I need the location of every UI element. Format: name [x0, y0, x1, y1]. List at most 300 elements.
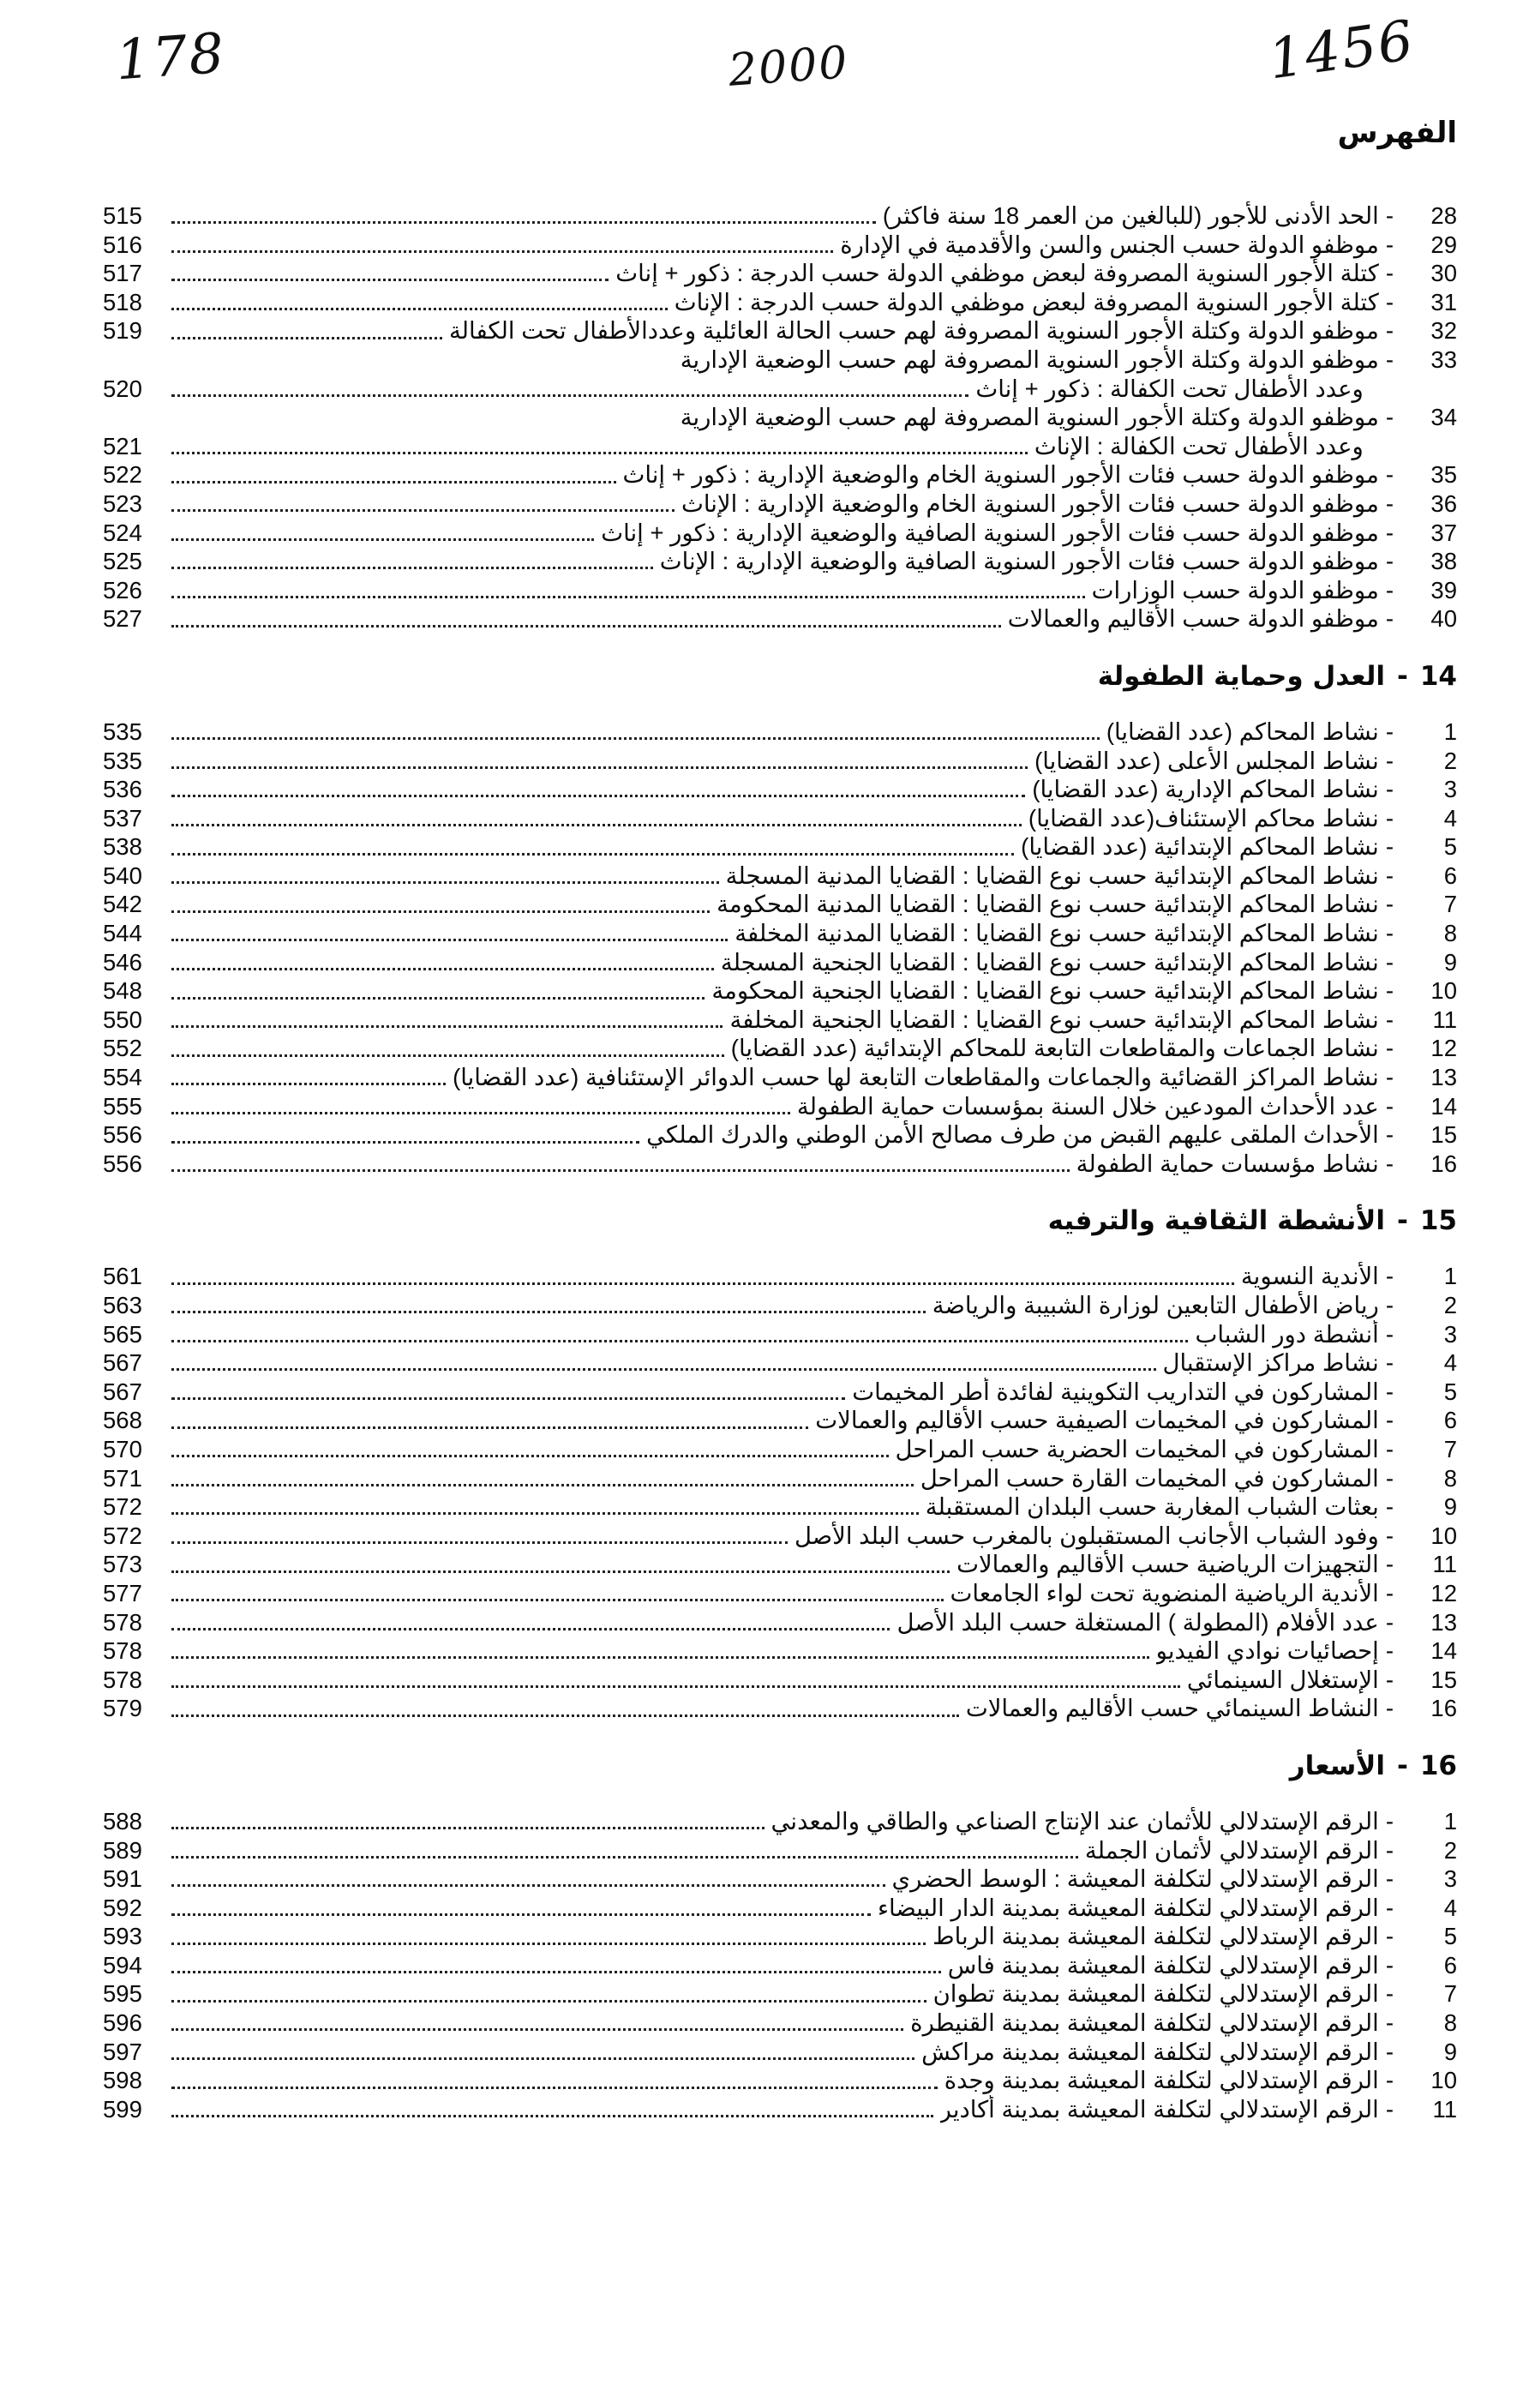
- entry-list: [103, 201, 1457, 634]
- entry-title: النشاط السينمائي حسب الأقاليم والعمالات: [965, 1695, 1379, 1722]
- entry-dash: -: [1385, 1865, 1394, 1893]
- entry-dash: -: [1385, 1064, 1394, 1091]
- leader-dots: [171, 2028, 903, 2031]
- page-number: 521: [103, 432, 142, 459]
- leader-dots: [171, 596, 1085, 598]
- leader-dots: [171, 997, 705, 1000]
- entry-dash: -: [1385, 231, 1394, 258]
- entry-dash: -: [1385, 461, 1394, 489]
- entry-number: 8: [1443, 2009, 1457, 2037]
- leader-dots: [171, 939, 728, 941]
- entry-title: نشاط المحاكم الإبتدائية حسب نوع القضايا : القضايا المدنية المسجلة: [725, 862, 1379, 889]
- entry-number: 4: [1443, 1349, 1457, 1377]
- entry-title: كتلة الأجور السنوية المصروفة لبعض موظفي الدولة حسب الدرجة : الإناث: [674, 288, 1379, 315]
- toc-entry[interactable]: [103, 976, 1457, 1006]
- section-title: العدل وحماية الطفولة: [1097, 660, 1385, 692]
- toc-entry[interactable]: [103, 316, 1457, 345]
- page-number: 552: [103, 1035, 142, 1062]
- entry-title: الرقم الإستدلالي للأثمان عند الإنتاج الصناعي والطاقي والمعدني: [770, 1807, 1379, 1835]
- page-number: 556: [103, 1121, 142, 1149]
- leader-dots: [171, 968, 714, 970]
- leader-dots: [171, 625, 1001, 628]
- toc-entry[interactable]: [103, 1807, 1457, 1836]
- section-header: [103, 1750, 1457, 1781]
- page-number: 594: [103, 1951, 142, 1979]
- page-number: 565: [103, 1320, 142, 1348]
- leader-dots: [171, 1484, 914, 1486]
- toc-entry[interactable]: [103, 2066, 1457, 2095]
- leader-dots: [171, 1827, 765, 1829]
- toc-entry[interactable]: [103, 1034, 1457, 1063]
- entry-number: 2: [1443, 1292, 1457, 1318]
- page-number: 535: [103, 718, 142, 745]
- leader-dots: [171, 1685, 1180, 1688]
- toc-entry[interactable]: [103, 1464, 1457, 1493]
- entry-number: 5: [1443, 1378, 1457, 1405]
- handwritten-note-right: 1456: [1264, 9, 1419, 93]
- entry-number: 16: [1430, 1695, 1457, 1722]
- entry-title: الرقم الإستدلالي لتكلفة المعيشة بمدينة أكادير: [939, 2095, 1379, 2123]
- leader-dots: [171, 279, 609, 281]
- section-number: 14: [1419, 660, 1457, 692]
- entry-list: [103, 718, 1457, 1179]
- page-number: 572: [103, 1522, 142, 1549]
- page-number: 570: [103, 1435, 142, 1462]
- page-number: 519: [103, 317, 142, 345]
- page-number: 588: [103, 1807, 142, 1835]
- entry-title: الرقم الإستدلالي لتكلفة المعيشة بمدينة تطوان: [932, 1980, 1379, 2008]
- leader-dots: [171, 1913, 871, 1916]
- toc-entry[interactable]: [103, 259, 1457, 288]
- leader-dots: [171, 1884, 885, 1887]
- toc-entry[interactable]: [103, 1922, 1457, 1951]
- entry-number: 7: [1443, 1980, 1457, 2008]
- handwritten-note-center: 2000: [727, 37, 851, 97]
- page-number: 537: [103, 804, 142, 832]
- page-number: 579: [103, 1695, 142, 1722]
- entry-title: الرقم الإستدلالي لتكلفة المعيشة بمدينة مراكش: [921, 2038, 1379, 2065]
- toc-entry[interactable]: [103, 832, 1457, 862]
- entry-number: 11: [1432, 2095, 1457, 2123]
- entry-number: 29: [1430, 231, 1457, 258]
- section-header: [103, 1205, 1457, 1236]
- entry-number: 4: [1443, 804, 1457, 832]
- handwritten-note-left: 178: [113, 21, 228, 93]
- entry-title: الرقم الإستدلالي لتكلفة المعيشة بمدينة الرباط: [932, 1923, 1379, 1950]
- toc-entry[interactable]: [103, 1951, 1457, 1980]
- page-number: 535: [103, 747, 142, 774]
- entry-dash: -: [1385, 1006, 1394, 1033]
- entry-number: 32: [1430, 317, 1457, 345]
- entry-title: التجهيزات الرياضية حسب الأقاليم والعمالات: [956, 1551, 1379, 1578]
- entry-dash: -: [1385, 605, 1394, 633]
- entry-dash: -: [1385, 317, 1394, 345]
- toc-entry[interactable]: [103, 804, 1457, 833]
- page-number: 524: [103, 519, 142, 546]
- leader-dots: [171, 308, 668, 310]
- leader-dots: [171, 2057, 914, 2060]
- entry-title: نشاط المحاكم (عدد القضايا): [1106, 718, 1379, 745]
- toc-entry[interactable]: [103, 1579, 1457, 1608]
- entry-title: نشاط الجماعات والمقاطعات التابعة للمحاكم الإبتدائية (عدد القضايا): [730, 1035, 1379, 1062]
- entry-title: الأحداث الملقى عليهم القبض من طرف مصالح الأمن الوطني والدرك الملكي: [646, 1121, 1379, 1149]
- toc-entry[interactable]: [103, 231, 1457, 260]
- entry-title: نشاط المحاكم الإبتدائية حسب نوع القضايا : القضايا الجنحية المحكومة: [711, 977, 1379, 1005]
- entry-dash: -: [1385, 1923, 1394, 1950]
- entry-number: 3: [1443, 776, 1457, 803]
- section-title: الأنشطة الثقافية والترفيه: [1047, 1205, 1385, 1237]
- toc-entry[interactable]: [103, 775, 1457, 804]
- leader-dots: [171, 1083, 446, 1085]
- toc-entry[interactable]: [103, 718, 1457, 747]
- leader-dots: [171, 1599, 944, 1601]
- leader-dots: [171, 1455, 889, 1457]
- page-number: 563: [103, 1292, 142, 1318]
- toc-entry[interactable]: [103, 547, 1457, 576]
- entry-title: موظفو الدولة حسب فئات الأجور السنوية الصافية والوضعية الإدارية : ذكور + إناث: [601, 519, 1379, 546]
- page-number: 540: [103, 862, 142, 889]
- section-number: 15: [1419, 1205, 1457, 1237]
- entry-number: 36: [1430, 489, 1457, 517]
- leader-dots: [171, 1512, 919, 1515]
- leader-dots: [171, 538, 594, 541]
- leader-dots: [171, 1656, 1149, 1659]
- leader-dots: [171, 910, 710, 913]
- leader-dots: [171, 1368, 1156, 1371]
- entry-title: نشاط المحاكم الإبتدائية (عدد القضايا): [1021, 833, 1379, 861]
- page-number: 597: [103, 2038, 142, 2065]
- page-number: 527: [103, 605, 142, 633]
- entry-title: موظفو الدولة حسب الأقاليم والعمالات: [1007, 605, 1379, 633]
- entry-title: الأندية النسوية: [1240, 1263, 1379, 1290]
- entry-dash: -: [1385, 804, 1394, 832]
- entry-dash: -: [1385, 1092, 1394, 1120]
- entry-dash: -: [1385, 833, 1394, 861]
- page-number: 571: [103, 1464, 142, 1492]
- entry-number: 6: [1443, 862, 1457, 889]
- entry-title: بعثات الشباب المغاربة حسب البلدان المستقبلة: [925, 1493, 1379, 1521]
- leader-dots: [171, 1971, 941, 1973]
- leader-dots: [171, 1541, 788, 1544]
- page-number: 546: [103, 948, 142, 976]
- entry-number: 34: [1430, 404, 1457, 431]
- entry-dash: -: [1385, 345, 1394, 373]
- page-number: 578: [103, 1637, 142, 1665]
- entry-dash: -: [1385, 1836, 1394, 1864]
- leader-dots: [171, 824, 1022, 826]
- entry-dash: -: [1385, 1551, 1394, 1578]
- leader-dots: [171, 795, 1025, 797]
- leader-dots: [171, 337, 442, 339]
- leader-dots: [171, 509, 675, 512]
- section-14: [103, 661, 1457, 1179]
- toc-entry[interactable]: [103, 1406, 1457, 1435]
- entry-number: 5: [1443, 833, 1457, 861]
- toc-entry[interactable]: [103, 403, 1457, 432]
- entry-dash: -: [1385, 1378, 1394, 1405]
- toc-entry[interactable]: [103, 747, 1457, 776]
- section-number: 16: [1419, 1750, 1457, 1781]
- page-number: 522: [103, 461, 142, 489]
- toc-entry[interactable]: [103, 460, 1457, 489]
- leader-dots: [171, 1282, 1234, 1285]
- entry-dash: -: [1385, 1320, 1394, 1348]
- entry-number: 12: [1430, 1579, 1457, 1606]
- entry-title: الرقم الإستدلالي لتكلفة المعيشة بمدينة فاس: [947, 1951, 1379, 1979]
- page-number: 577: [103, 1579, 142, 1606]
- toc-entry[interactable]: [103, 948, 1457, 977]
- page-number: 548: [103, 977, 142, 1005]
- entry-dash: -: [1385, 1121, 1394, 1149]
- entry-number: 3: [1443, 1865, 1457, 1893]
- entry-dash: -: [1385, 202, 1394, 229]
- page-number: 568: [103, 1407, 142, 1434]
- toc-entry[interactable]: [103, 1694, 1457, 1723]
- leader-dots: [171, 1112, 790, 1114]
- page-number: 544: [103, 920, 142, 947]
- entry-dash: -: [1385, 2095, 1394, 2123]
- page-number: 515: [103, 202, 142, 229]
- page-number: 518: [103, 288, 142, 315]
- page-number: 572: [103, 1493, 142, 1521]
- entry-title: موظفو الدولة وكتلة الأجور السنوية المصروفة لهم حسب الحالة العائلية وعددالأطفال تحت الكفالة: [448, 317, 1379, 345]
- page-number: 561: [103, 1263, 142, 1290]
- entry-dash: -: [1385, 1807, 1394, 1835]
- leader-dots: [171, 881, 719, 884]
- entry-title: نشاط مراكز الإستقبال: [1162, 1349, 1379, 1377]
- entry-list: [103, 1262, 1457, 1723]
- entry-dash: -: [1385, 747, 1394, 774]
- toc-entry[interactable]: [103, 1006, 1457, 1035]
- toc-entry[interactable]: [103, 1348, 1457, 1378]
- section-15: [103, 1205, 1457, 1723]
- toc-entry[interactable]: [103, 919, 1457, 948]
- toc-entry[interactable]: [103, 1435, 1457, 1464]
- page-number: 599: [103, 2095, 142, 2123]
- leader-dots: [171, 1426, 808, 1429]
- entry-number: 11: [1432, 1006, 1457, 1033]
- entry-title: نشاط المراكز القضائية والجماعات والمقاطعات التابعة لها حسب الدوائر الإستئنافية (عدد القضايا): [453, 1064, 1379, 1091]
- leader-dots: [171, 1856, 1078, 1859]
- entry-title: أنشطة دور الشباب: [1195, 1320, 1379, 1348]
- leader-dots: [171, 1141, 639, 1144]
- entry-number: 30: [1430, 260, 1457, 287]
- leader-dots: [171, 481, 616, 483]
- page-number: 598: [103, 2067, 142, 2094]
- page-title: الفهرس: [1337, 116, 1457, 150]
- entry-title: الرقم الإستدلالي لتكلفة المعيشة : الوسط الحضري: [891, 1865, 1379, 1893]
- entry-number: 9: [1443, 1493, 1457, 1521]
- toc-entry[interactable]: [103, 1262, 1457, 1291]
- leader-dots: [171, 1397, 845, 1400]
- entry-dash: -: [1385, 776, 1394, 803]
- leader-dots: [171, 221, 876, 224]
- index-page: [103, 116, 1457, 2151]
- entry-title: إحصائيات نوادي الفيديو: [1155, 1637, 1379, 1665]
- section-header: [103, 661, 1457, 692]
- entry-number: 10: [1430, 1522, 1457, 1549]
- entry-dash: -: [1385, 519, 1394, 546]
- entry-number: 10: [1430, 2067, 1457, 2094]
- toc-entry[interactable]: [103, 1063, 1457, 1092]
- section-title: الأسعار: [1289, 1750, 1385, 1781]
- toc-entry[interactable]: [103, 201, 1457, 231]
- entry-title: موظفو الدولة حسب الجنس والسن والأقدمية في الإدارة: [840, 231, 1379, 258]
- toc-entry[interactable]: [103, 1636, 1457, 1666]
- page-number: 538: [103, 833, 142, 861]
- entry-number: 28: [1430, 202, 1457, 229]
- leader-dots: [171, 1311, 926, 1313]
- entry-title: وعدد الأطفال تحت الكفالة : الإناث: [1034, 432, 1364, 459]
- toc-entry[interactable]: [103, 1550, 1457, 1579]
- entry-number: 9: [1443, 948, 1457, 976]
- toc-entry[interactable]: [103, 604, 1457, 634]
- entry-title: الأندية الرياضية المنضوية تحت لواء الجامعات: [950, 1579, 1379, 1606]
- page-number: 578: [103, 1666, 142, 1693]
- entry-title: الرقم الإستدلالي لتكلفة المعيشة بمدينة وجدة: [944, 2067, 1379, 2094]
- entry-dash: -: [1385, 948, 1394, 976]
- toc-entry[interactable]: [103, 519, 1457, 548]
- entry-number: 1: [1443, 1263, 1457, 1290]
- entry-title: نشاط المحاكم الإبتدائية حسب نوع القضايا : القضايا المدنية المخلفة: [735, 920, 1379, 947]
- entry-dash: -: [1385, 1980, 1394, 2008]
- entry-number: 13: [1430, 1608, 1457, 1636]
- page-number: 591: [103, 1865, 142, 1893]
- leader-dots: [171, 766, 1028, 769]
- toc-entry[interactable]: [103, 1979, 1457, 2009]
- toc-entry[interactable]: [103, 1378, 1457, 1407]
- toc-entry[interactable]: [103, 1894, 1457, 1923]
- entry-dash: -: [1385, 1263, 1394, 1290]
- toc-entry[interactable]: [103, 1492, 1457, 1522]
- entry-title: موظفو الدولة حسب فئات الأجور السنوية الخام والوضعية الإدارية : ذكور + إناث: [622, 461, 1379, 489]
- toc-entry[interactable]: [103, 1666, 1457, 1695]
- page-number: 555: [103, 1092, 142, 1120]
- entry-dash: -: [1385, 862, 1394, 889]
- toc-entry[interactable]: [103, 1608, 1457, 1637]
- leader-dots: [171, 1025, 723, 1028]
- entry-dash: -: [1385, 576, 1394, 604]
- toc-entry[interactable]: [103, 489, 1457, 519]
- entry-dash: -: [1385, 1407, 1394, 1434]
- entry-dash: -: [1385, 891, 1394, 918]
- toc-entry[interactable]: [103, 375, 1457, 404]
- entry-title: موظفو الدولة وكتلة الأجور السنوية المصروفة لهم حسب الوضعية الإدارية: [680, 404, 1379, 431]
- entry-title: الرقم الإستدلالي لأثمان الجملة: [1084, 1836, 1379, 1864]
- page-number: 520: [103, 375, 142, 402]
- entry-title: وعدد الأطفال تحت الكفالة : ذكور + إناث: [975, 375, 1364, 402]
- entry-number: 14: [1430, 1092, 1457, 1120]
- toc-entry[interactable]: [103, 2038, 1457, 2067]
- leader-dots: [171, 1714, 959, 1717]
- page-number: 573: [103, 1551, 142, 1578]
- toc-entry[interactable]: [103, 2095, 1457, 2124]
- sections-container: [103, 201, 1457, 2123]
- entry-dash: -: [1385, 489, 1394, 517]
- page-number: 526: [103, 576, 142, 604]
- toc-entry[interactable]: [103, 1150, 1457, 1179]
- entry-number: 35: [1430, 461, 1457, 489]
- leader-dots: [171, 2000, 926, 2003]
- entry-title: موظفو الدولة وكتلة الأجور السنوية المصروفة لهم حسب الوضعية الإدارية: [680, 345, 1379, 373]
- entry-number: 16: [1430, 1150, 1457, 1177]
- entry-title: نشاط المحاكم الإبتدائية حسب نوع القضايا : القضايا الجنحية المخلفة: [729, 1006, 1379, 1033]
- entry-number: 2: [1443, 747, 1457, 774]
- entry-title: عدد الأفلام (المطولة ) المستغلة حسب البلد الأصل: [896, 1608, 1379, 1636]
- entry-dash: -: [1385, 1951, 1394, 1979]
- entry-number: 9: [1443, 2038, 1457, 2065]
- leader-dots: [171, 737, 1100, 740]
- leader-dots: [171, 2115, 933, 2117]
- toc-entry[interactable]: [103, 1522, 1457, 1551]
- toc-entry[interactable]: [103, 288, 1457, 317]
- entry-title: المشاركون في المخيمات القارة حسب المراحل: [920, 1464, 1379, 1492]
- toc-entry[interactable]: [103, 890, 1457, 919]
- entry-title: موظفو الدولة حسب فئات الأجور السنوية الخام والوضعية الإدارية : الإناث: [681, 489, 1379, 517]
- toc-entry[interactable]: [103, 576, 1457, 605]
- toc-entry[interactable]: [103, 862, 1457, 891]
- toc-entry[interactable]: [103, 1291, 1457, 1320]
- toc-entry[interactable]: [103, 1092, 1457, 1121]
- entry-dash: -: [1385, 404, 1394, 431]
- toc-entry[interactable]: [103, 1865, 1457, 1894]
- entry-dash: -: [1385, 1349, 1394, 1377]
- entry-dash: -: [1385, 1464, 1394, 1492]
- toc-entry[interactable]: [103, 432, 1457, 461]
- entry-number: 5: [1443, 1923, 1457, 1950]
- leader-dots: [171, 1943, 926, 1945]
- toc-entry[interactable]: [103, 1836, 1457, 1865]
- entry-number: 38: [1430, 548, 1457, 575]
- entry-title: نشاط المحاكم الإبتدائية حسب نوع القضايا : القضايا المدنية المحكومة: [717, 891, 1379, 918]
- page-number: 595: [103, 1980, 142, 2008]
- entry-title: الرقم الإستدلالي لتكلفة المعيشة بمدينة الدار البيضاء: [878, 1894, 1379, 1921]
- entry-number: 39: [1430, 576, 1457, 604]
- entry-number: 8: [1443, 1464, 1457, 1492]
- page-number: 596: [103, 2009, 142, 2037]
- entry-title: نشاط المحاكم الإبتدائية حسب نوع القضايا : القضايا الجنحية المسجلة: [720, 948, 1379, 976]
- toc-entry[interactable]: [103, 2009, 1457, 2038]
- page-number: 589: [103, 1836, 142, 1864]
- leader-dots: [171, 250, 833, 253]
- entry-title: موظفو الدولة حسب الوزارات: [1091, 576, 1379, 604]
- entry-title: رياض الأطفال التابعين لوزارة الشبيبة والرياضة: [932, 1292, 1379, 1318]
- toc-entry[interactable]: [103, 345, 1457, 375]
- entry-number: 4: [1443, 1894, 1457, 1921]
- entry-number: 8: [1443, 920, 1457, 947]
- entry-dash: -: [1385, 977, 1394, 1005]
- entry-number: 1: [1443, 1807, 1457, 1835]
- entry-number: 6: [1443, 1407, 1457, 1434]
- page-number: 556: [103, 1150, 142, 1177]
- section-16: [103, 1750, 1457, 2124]
- entry-number: 14: [1430, 1637, 1457, 1665]
- leader-dots: [171, 1169, 1070, 1172]
- entry-dash: -: [1385, 920, 1394, 947]
- leader-dots: [171, 1628, 890, 1630]
- entry-dash: -: [1385, 260, 1394, 287]
- section-dash: -: [1396, 660, 1408, 692]
- entry-title: نشاط المجلس الأعلى (عدد القضايا): [1034, 747, 1379, 774]
- entry-dash: -: [1385, 1150, 1394, 1177]
- toc-entry[interactable]: [103, 1320, 1457, 1349]
- leader-dots: [171, 2087, 938, 2089]
- entry-number: 11: [1432, 1551, 1457, 1578]
- entry-number: 37: [1430, 519, 1457, 546]
- toc-entry[interactable]: [103, 1120, 1457, 1150]
- entry-number: 15: [1430, 1666, 1457, 1693]
- entry-title: المشاركون في المخيمات الصيفية حسب الأقاليم والعمالات: [815, 1407, 1379, 1434]
